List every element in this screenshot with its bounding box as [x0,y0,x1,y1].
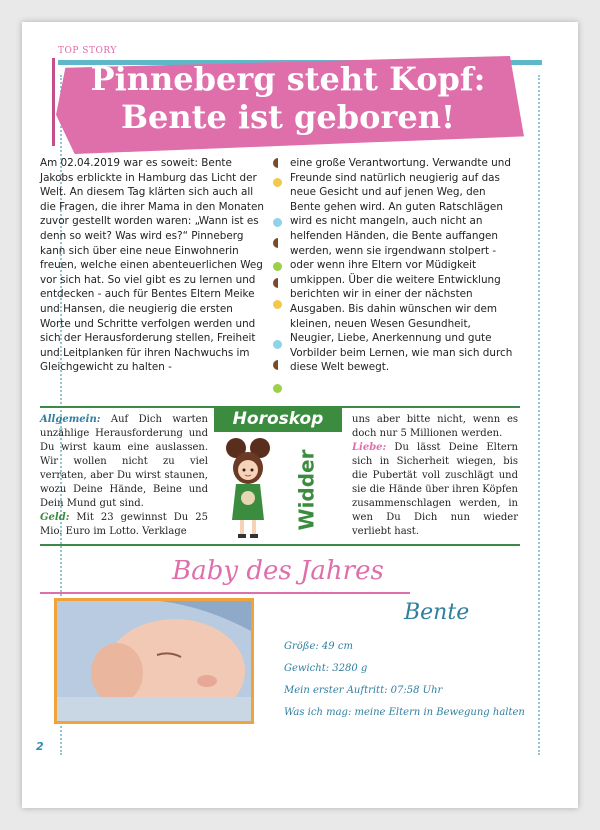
divider-dot [273,278,278,288]
headline-accent-bar [52,58,55,146]
horoscope-right-column [352,413,518,539]
headline-line-2: Bente ist geboren! [120,98,456,136]
divider-dot [273,238,278,248]
zodiac-sign-label: Widder [294,449,319,531]
divider-dot [273,178,282,187]
baby-fact-likes: Was ich mag: meine Eltern in Bewegung halten [284,707,525,718]
baby-fact-size: Größe: 49 cm [284,641,353,652]
horoscope-money-label: Geld: [40,512,70,523]
baby-fact-weight: Gewicht: 3280 g [284,663,368,674]
baby-fact-first-appearance: Mein erster Auftritt: 07:58 Uhr [284,685,443,696]
horoscope-rule-bottom [40,544,520,546]
section-kicker: TOP STORY [58,46,117,56]
column-divider-dots [273,158,285,398]
baby-facts [284,636,524,724]
horoscope-money-text: Mit 23 gewinnst Du 25 Mio. Euro im Lotto. Verklage [40,512,208,537]
headline-line-1: Pinneberg steht Kopf: [90,60,486,98]
baby-photo [54,598,254,724]
horoscope-money-continued: uns aber bitte nicht, wenn es doch nur 5 Millionen werden. [352,414,518,439]
baby-section-title: Baby des Jahres [172,556,384,586]
page-number: 2 [36,740,44,753]
divider-dot [273,262,282,271]
horoscope-love-text: Du lässt Deine Eltern sich in Sicherheit wiegen, bis die Pubertät voll zuschlägt und sie die Hände über ihren Köpfen zusammenschlagen werden, in wen Du Dich nun wieder verliebt hast. [352,442,518,537]
divider-dot [273,340,282,349]
zodiac-sign [276,450,336,530]
horoscope-love-label: Liebe: [352,442,387,453]
article-column-left: Am 02.04.2019 war es soweit: Bente Jakobs erblickte in Hamburg das Licht der Welt. An diesem Tag klärten sich auch all die Fragen, die ihrer Mama in den Monaten zuvor gestellt worden waren: „Wann ist es denn so weit? Was wird es?“ Pinneberg kann sich über eine neue Einwohnerin freuen, welche einen abenteuerlichen Weg vor sich hat. So viel gibt es zu lernen und entdecken - auch für Bentes Eltern Meike und Hansen, die neugierig die ersten Worte und Schritte verfolgen werden und sich der Herausforderung stellen, Freiheit und Leitplanken für ihren Nachwuchs im Gleichgewicht zu halten - [40,157,264,374]
horoscope-general-text: Auf Dich warten unzählige Herausforderung und Du wirst kaum eine auslassen. Wir wollen nicht zu viel verraten, aber Du wirst staunen, wozu Deine Hände, Beine und Dein Mund gut sind. [40,414,208,509]
divider-dot [273,218,282,227]
horoscope-left-column [40,413,208,539]
article-column-right: eine große Verantwortung. Verwandte und Freunde sind natürlich neugierig auf das neue Gesicht und auf jenen Weg, den Bente gehen wird. An guten Ratschlägen wird es nicht mangeln, auch nicht an helfenden Händen, die Bente auffangen werden, wenn sie irgendwann stolpert - oder wenn ihre Eltern vor Müdigkeit umkippen. Über die weitere Entwicklung berichten wir in einer der nächsten Ausgaben. Bis dahin wünschen wir dem kleinen, neuen Wesen Gesundheit, Neugier, Liebe, Anerkennung und gute Vorbilder beim Lernen, wie man sich durch diese Welt bewegt. [290,157,513,374]
headline [62,60,514,136]
divider-dot [273,300,282,309]
zodiac-girl-illustration [218,434,278,544]
baby-name: Bente [404,600,470,625]
horoscope-general-label: Allgemein: [40,414,101,425]
divider-dot [273,158,278,168]
horoscope-title: Horoskop [214,406,342,432]
baby-section-rule [40,592,410,594]
divider-dot [273,384,282,393]
divider-dot [273,360,278,370]
